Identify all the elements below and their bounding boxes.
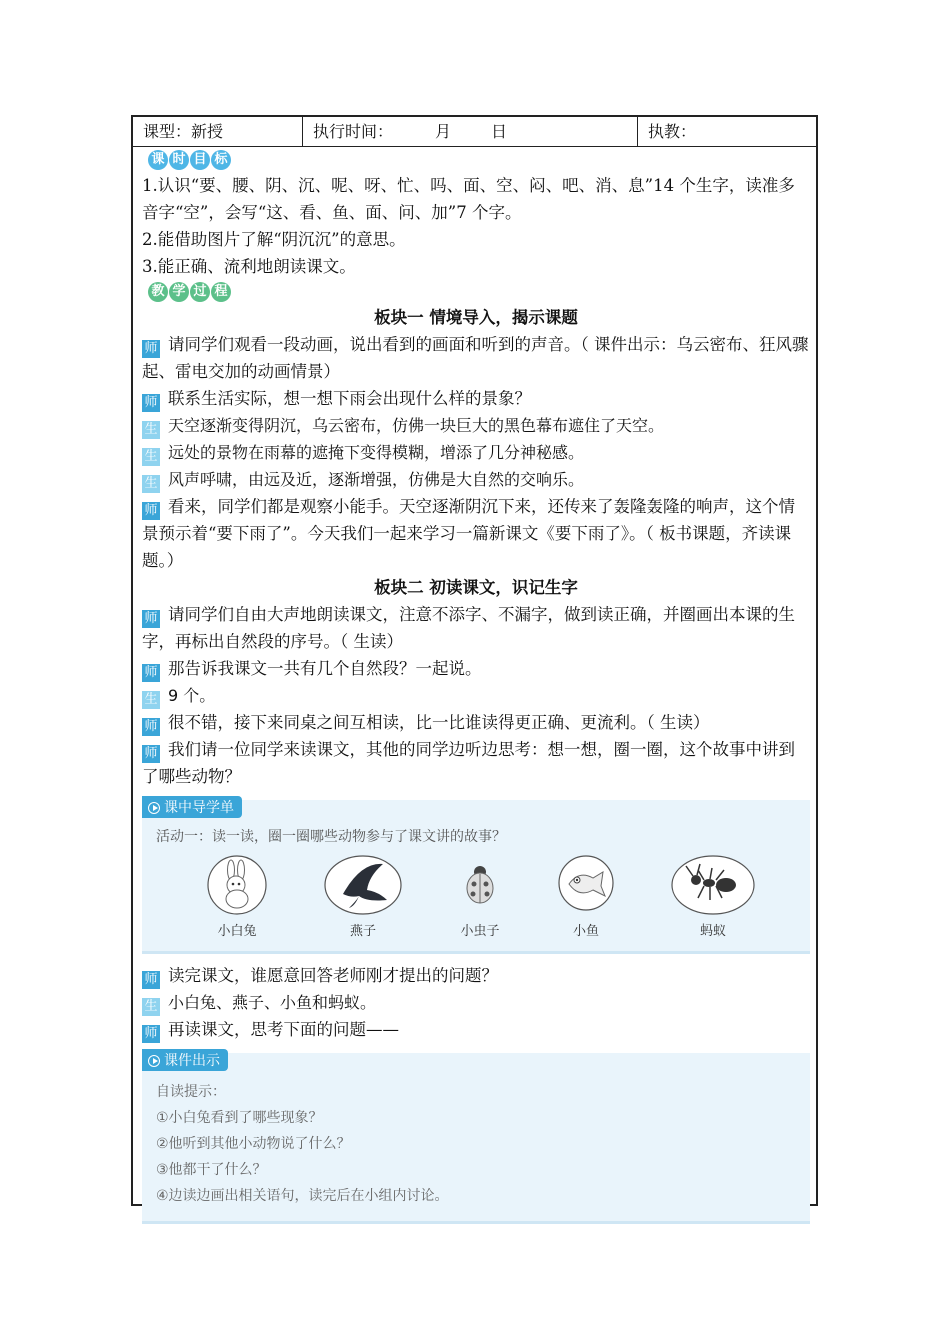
badge-char: 标 — [211, 150, 231, 170]
animal-fish — [557, 854, 615, 939]
dialogue-block-3 — [142, 962, 810, 1043]
courseware-tag — [142, 1049, 228, 1071]
animal-label: 小鱼 — [572, 924, 599, 939]
line-text: 9 个。 — [168, 686, 216, 705]
student-line — [142, 682, 810, 709]
animal-label: 蚂蚁 — [699, 924, 726, 939]
teacher-field: 执教： — [648, 122, 697, 141]
dialogue-block-2 — [142, 601, 810, 790]
animal-label: 小白兔 — [217, 924, 257, 939]
teacher-role-icon: 师 — [142, 971, 160, 989]
line-text: 再读课文，思考下面的问题—— — [168, 1020, 399, 1039]
student-role-icon: 生 — [142, 691, 160, 709]
line-text: 请同学们自由大声地朗读课文，注意不添字、不漏字，做到读正确，并圈画出本课的生字，再标出自然段的序号。（ 生读） — [142, 605, 795, 651]
animal-ladybug — [458, 854, 502, 939]
tip-item: ④边读边画出相关语句，读完后在小组内讨论。 — [156, 1188, 449, 1204]
student-line — [142, 412, 810, 439]
content — [142, 148, 810, 1232]
goal-item: 2.能借助图片了解“阴沉沉”的意思。 — [142, 230, 406, 249]
animal-ant — [670, 854, 756, 939]
teacher-role-icon: 师 — [142, 1025, 160, 1043]
line-text: 很不错，接下来同桌之间互相读，比一比谁读得更正确、更流利。（ 生读） — [168, 713, 710, 732]
badge-char: 时 — [169, 150, 189, 170]
student-line — [142, 439, 810, 466]
student-line — [142, 989, 810, 1016]
line-text: 远处的景物在雨幕的遮掩下变得模糊，增添了几分神秘感。 — [168, 443, 585, 462]
section-2-title: 板块二 初读课文，识记生字 — [374, 578, 578, 597]
student-role-icon: 生 — [142, 448, 160, 466]
teacher-line — [142, 709, 810, 736]
play-icon — [148, 802, 160, 814]
lesson-plan-table — [131, 115, 818, 1206]
rabbit-icon — [206, 854, 268, 916]
goals-badge — [148, 150, 231, 170]
line-text: 天空逐渐变得阴沉，乌云密布，仿佛一块巨大的黑色幕布遮住了天空。 — [168, 416, 665, 435]
lesson-type: 课型：新授 — [133, 117, 303, 146]
animal-label: 燕子 — [349, 924, 376, 939]
line-text: 请同学们观看一段动画，说出看到的画面和听到的声音。（ 课件出示：乌云密布、狂风骤起、雷电交加的动画情景） — [142, 335, 809, 381]
guide-sheet-tag-label: 课中导学单 — [164, 800, 234, 816]
line-text: 我们请一位同学来读课文，其他的同学边听边思考：想一想，圈一圈，这个故事中讲到了哪些动物？ — [142, 740, 795, 786]
badge-char: 教 — [148, 282, 168, 302]
activity-prompt: 活动一：读一读，圈一圈哪些动物参与了课文讲的故事？ — [156, 829, 506, 845]
ladybug-icon — [458, 854, 502, 916]
teacher-role-icon: 师 — [142, 664, 160, 682]
teacher-line — [142, 962, 810, 989]
student-role-icon: 生 — [142, 475, 160, 493]
teacher-role-icon: 师 — [142, 718, 160, 736]
courseware-box — [142, 1053, 810, 1224]
dialogue-block-1 — [142, 331, 810, 574]
teacher-line — [142, 655, 810, 682]
badge-char: 目 — [190, 150, 210, 170]
self-reading-intro: 自读提示： — [156, 1084, 226, 1100]
guide-sheet-box — [142, 800, 810, 954]
process-badge — [148, 282, 231, 302]
line-text: 看来，同学们都是观察小能手。天空逐渐阴沉下来，还传来了轰隆轰隆的响声，这个情景预示着“要下雨了”。今天我们一起来学习一篇新课文《要下雨了》。（ 板书课题，齐读课题。） — [142, 497, 795, 570]
teacher-role-icon: 师 — [142, 340, 160, 358]
goal-item: 1.认识“要、腰、阴、沉、呢、呀、忙、吗、面、空、闷、吧、消、息”14 个生字，读准多音字“空”，会写“这、看、鱼、面、问、加”7 个字。 — [142, 176, 795, 222]
animal-label: 小虫子 — [460, 924, 500, 939]
goal-item: 3.能正确、流利地朗读课文。 — [142, 257, 356, 276]
teacher-line — [142, 385, 810, 412]
guide-sheet-tag — [142, 796, 242, 818]
line-text: 风声呼啸，由远及近，逐渐增强，仿佛是大自然的交响乐。 — [168, 470, 585, 489]
teacher-role-icon: 师 — [142, 502, 160, 520]
play-icon — [148, 1055, 160, 1067]
badge-char: 学 — [169, 282, 189, 302]
header-row — [133, 117, 816, 147]
tip-item: ③他都干了什么？ — [156, 1162, 267, 1178]
teacher-role-icon: 师 — [142, 745, 160, 763]
exec-time — [303, 117, 638, 146]
tip-item: ②他听到其他小动物说了什么？ — [156, 1136, 351, 1152]
teacher-line — [142, 331, 810, 385]
animal-swallow — [323, 854, 403, 939]
exec-time-label: 执行时间： — [313, 122, 394, 141]
teacher-line — [142, 736, 810, 790]
badge-char: 课 — [148, 150, 168, 170]
courseware-tag-label: 课件出示 — [164, 1053, 220, 1069]
teacher-role-icon: 师 — [142, 610, 160, 628]
student-role-icon: 生 — [142, 421, 160, 439]
tip-item: ①小白兔看到了哪些现象？ — [156, 1110, 323, 1126]
line-text: 小白兔、燕子、小鱼和蚂蚁。 — [168, 993, 377, 1012]
teacher-role-icon: 师 — [142, 394, 160, 412]
line-text: 读完课文，谁愿意回答老师刚才提出的问题？ — [168, 966, 498, 985]
fish-icon — [557, 854, 615, 916]
teacher-line — [142, 601, 810, 655]
swallow-icon — [323, 854, 403, 916]
teacher-line — [142, 493, 810, 574]
badge-char: 过 — [190, 282, 210, 302]
line-text: 联系生活实际，想一想下雨会出现什么样的景象？ — [168, 389, 531, 408]
student-line — [142, 466, 810, 493]
student-role-icon: 生 — [142, 998, 160, 1016]
animal-rabbit — [206, 854, 268, 939]
section-1-title: 板块一 情境导入，揭示课题 — [374, 308, 578, 327]
month-label: 月 — [435, 122, 452, 141]
badge-char: 程 — [211, 282, 231, 302]
line-text: 那告诉我课文一共有几个自然段？一起说。 — [168, 659, 482, 678]
teacher-line — [142, 1016, 810, 1043]
ant-icon — [670, 854, 756, 916]
animal-list — [156, 846, 796, 939]
day-label: 日 — [491, 122, 508, 141]
